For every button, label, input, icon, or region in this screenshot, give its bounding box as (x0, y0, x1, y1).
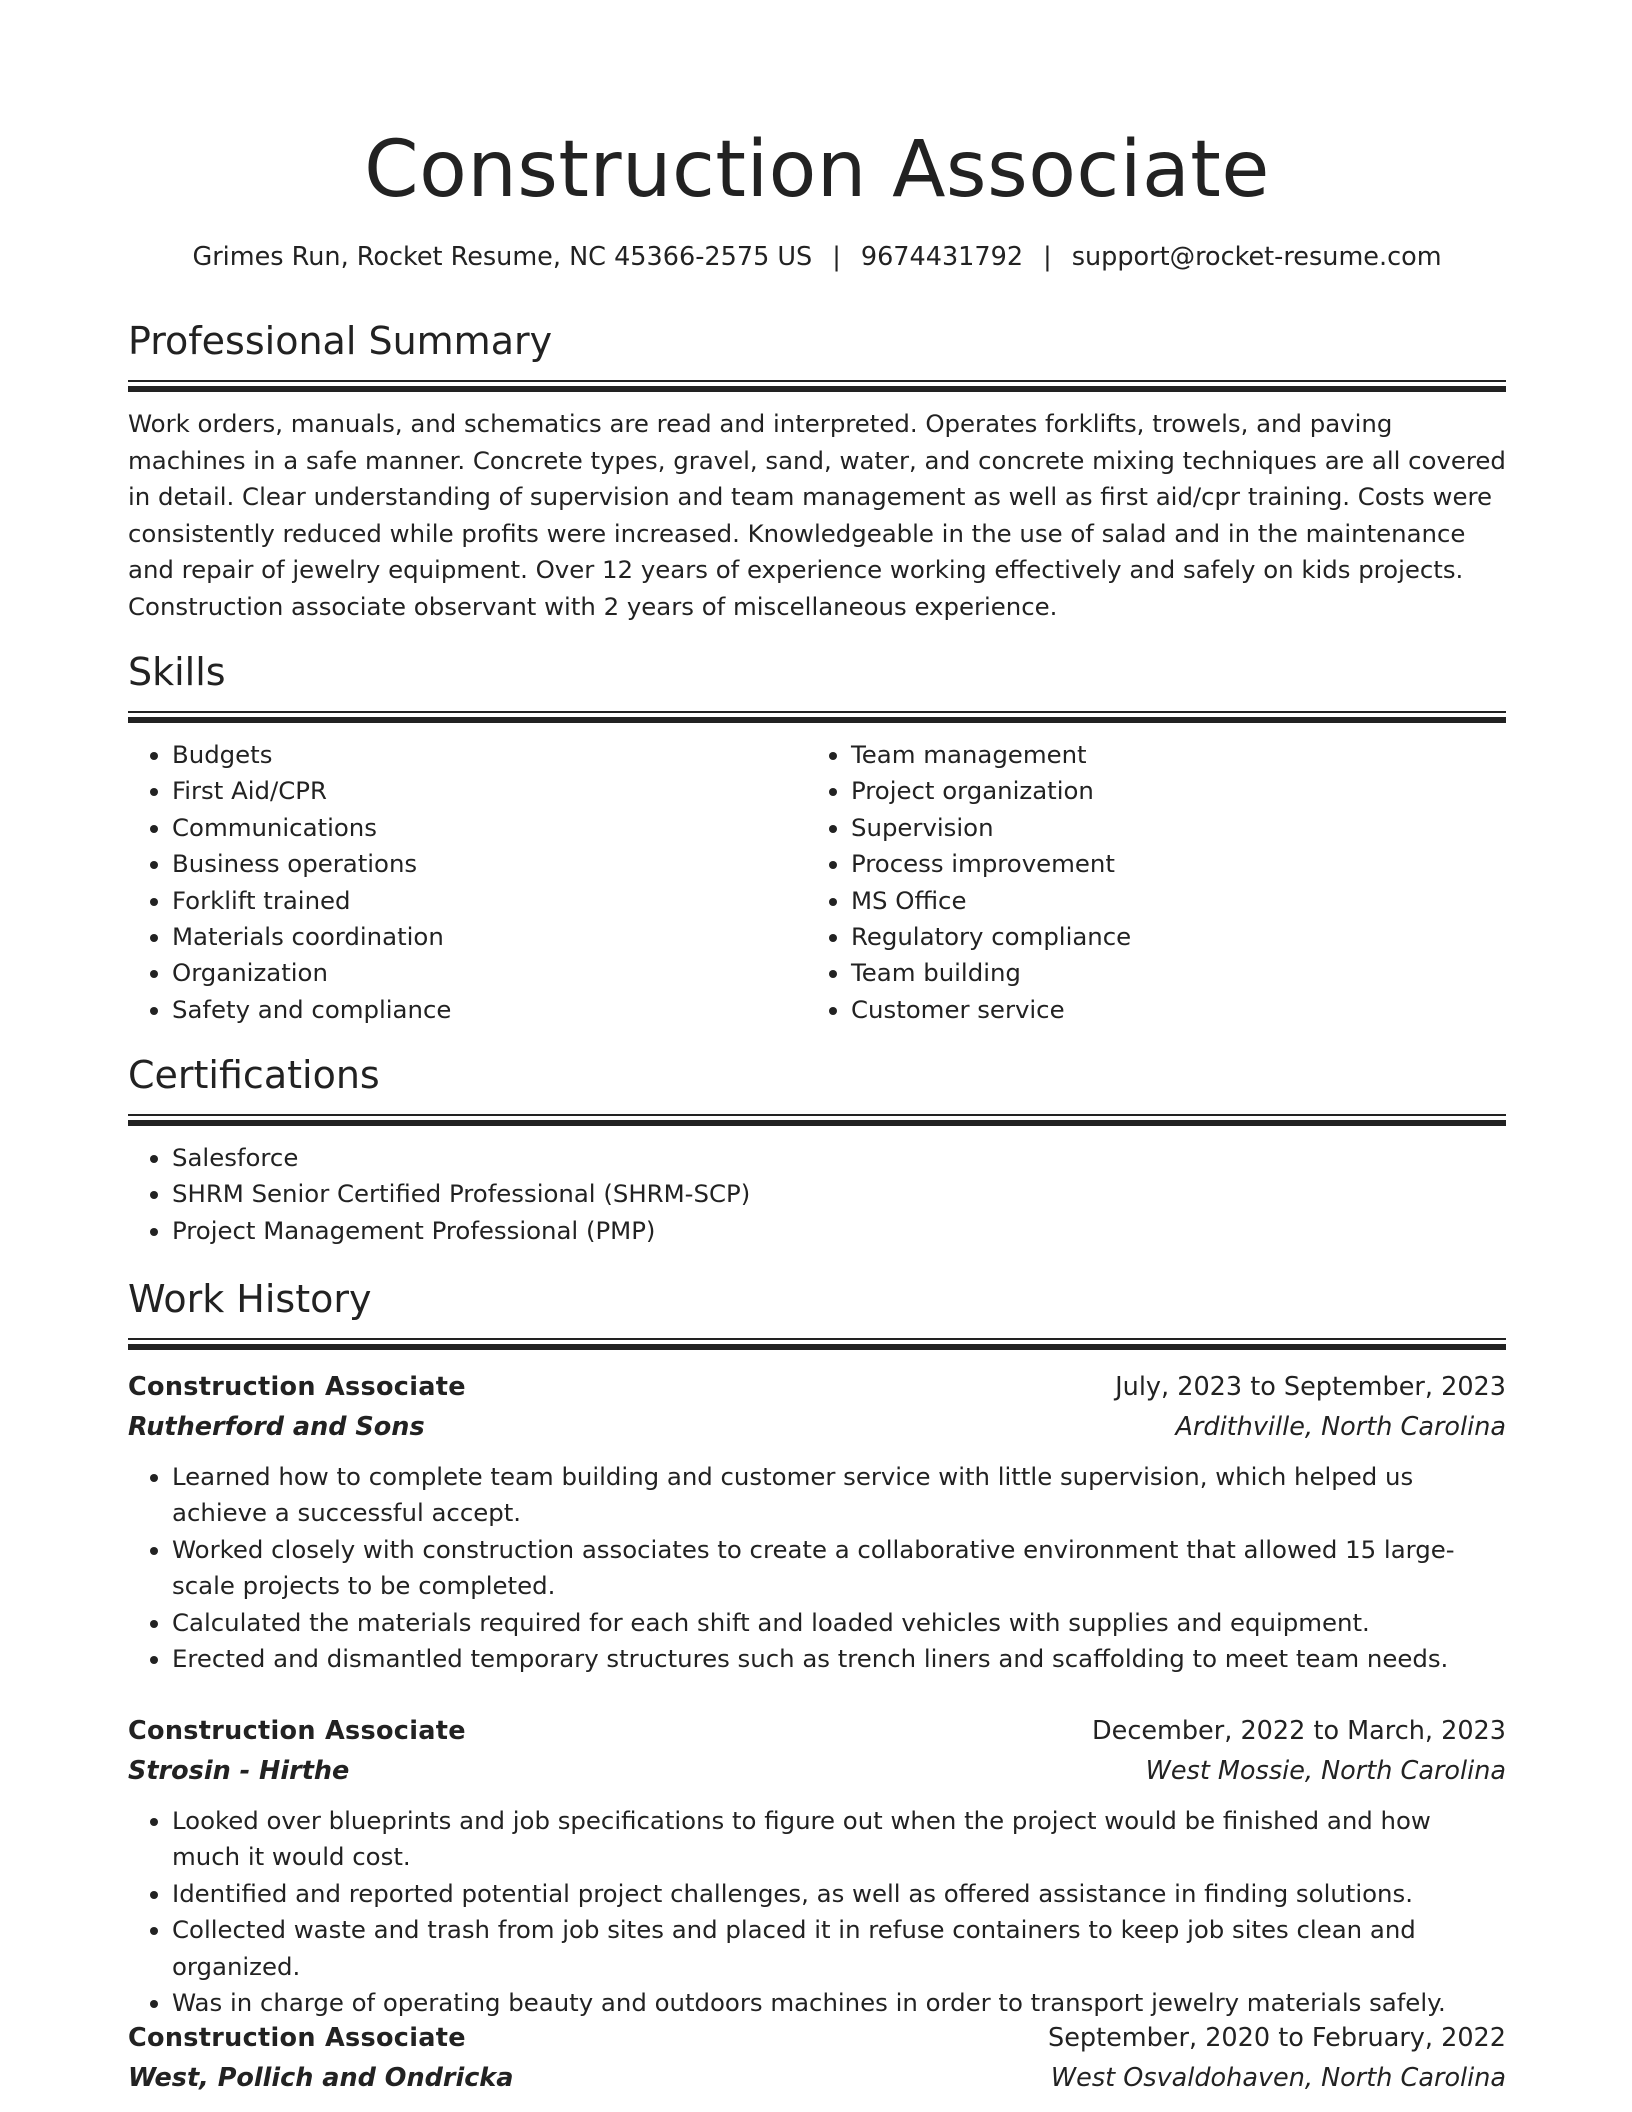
contact-phone: 9674431792 (860, 242, 1024, 272)
contact-email: support@rocket-resume.com (1071, 242, 1442, 272)
job-bullet: • Calculated the materials required for each shift and loaded vehicles with supplies and equipment. (172, 1605, 1506, 1641)
job-header-row (128, 1711, 1506, 1751)
job-company: Rutherford and Sons (128, 1412, 425, 1442)
job-entry (128, 2018, 1506, 2098)
work-history-section (128, 1274, 1506, 1352)
contact-separator: | (832, 242, 841, 272)
job-bullet: • Erected and dismantled temporary structures such as trench liners and scaffolding to meet team needs. (172, 1641, 1506, 1677)
section-divider (128, 711, 1506, 725)
skill-item: • Supervision (851, 810, 1486, 846)
skill-item: • Business operations (172, 846, 807, 882)
contact-separator: | (1043, 242, 1052, 272)
contact-address: Grimes Run, Rocket Resume, NC 45366-2575 US (192, 242, 813, 272)
skills-list-right (807, 737, 1486, 1028)
section-divider (128, 380, 1506, 394)
skill-item: • First Aid/CPR (172, 773, 807, 809)
job-header-row (128, 2018, 1506, 2058)
certifications-heading: Certifications (128, 1053, 380, 1097)
summary-text: Work orders, manuals, and schematics are read and interpreted. Operates forklifts, trowels, and paving machines in a safe manner. Concrete types, gravel, sand, water, and concrete mixing techniques are all covered in detail. Clear understanding of supervision and team management as well as first aid/cpr training. Costs were consistently reduced while profits were increased. Knowledgeable in the use of salad and in the maintenance and repair of jewelry equipment. Over 12 years of experience working effectively and safely on kids projects. Construction associate observant with 2 years of miscellaneous experience. (128, 409, 1506, 621)
candidate-name: Construction Associate (364, 125, 1270, 215)
skill-item: • Safety and compliance (172, 992, 807, 1028)
job-subheader-row (128, 1407, 1506, 1447)
skill-item: • Customer service (851, 992, 1486, 1028)
contact-line (128, 240, 1506, 274)
skills-grid (128, 737, 1506, 1028)
skill-item: • Forklift trained (172, 883, 807, 919)
summary-section (128, 316, 1506, 625)
certification-item: • Salesforce (172, 1140, 1506, 1176)
work-history-heading: Work History (128, 1277, 372, 1321)
skills-list-left (128, 737, 807, 1028)
section-divider (128, 1338, 1506, 1352)
skills-column-left (128, 737, 807, 1028)
certifications-list (128, 1140, 1506, 1249)
skill-item: • Process improvement (851, 846, 1486, 882)
skill-item: • Budgets (172, 737, 807, 773)
job-dates: September, 2020 to February, 2022 (1048, 2023, 1506, 2053)
job-dates: December, 2022 to March, 2023 (1092, 1716, 1506, 1746)
resume-page (128, 0, 1506, 2093)
skills-heading: Skills (128, 650, 226, 694)
skill-item: • Team building (851, 955, 1486, 991)
job-bullet: • Learned how to complete team building and customer service with little supervision, which helped us achieve a successful accept. (172, 1459, 1506, 1532)
job-bullet: • Collected waste and trash from job sites and placed it in refuse containers to keep job sites clean and organized. (172, 1912, 1506, 1985)
job-dates: July, 2023 to September, 2023 (1115, 1372, 1506, 1402)
skill-item: • Organization (172, 955, 807, 991)
job-title: Construction Associate (128, 2023, 466, 2053)
job-subheader-row (128, 2058, 1506, 2098)
job-bullets (128, 1803, 1506, 2021)
job-entry (128, 1711, 1506, 2021)
job-bullet: • Identified and reported potential project challenges, as well as offered assistance in finding solutions. (172, 1876, 1506, 1912)
skill-item: • Materials coordination (172, 919, 807, 955)
summary-heading: Professional Summary (128, 319, 553, 363)
skill-item: • MS Office (851, 883, 1486, 919)
job-company: Strosin - Hirthe (128, 1756, 350, 1786)
job-location: West Mossie, North Carolina (1145, 1756, 1506, 1786)
skills-section (128, 647, 1506, 1028)
job-subheader-row (128, 1751, 1506, 1791)
skill-item: • Project organization (851, 773, 1486, 809)
skill-item: • Team management (851, 737, 1486, 773)
section-divider (128, 1114, 1506, 1128)
job-bullets (128, 1459, 1506, 1677)
job-header-row (128, 1367, 1506, 1407)
job-title: Construction Associate (128, 1716, 466, 1746)
skill-item: • Regulatory compliance (851, 919, 1486, 955)
certification-item: • SHRM Senior Certified Professional (SHRM-SCP) (172, 1176, 1506, 1212)
job-company: West, Pollich and Ondricka (128, 2063, 514, 2093)
skills-column-right (807, 737, 1486, 1028)
skill-item: • Communications (172, 810, 807, 846)
job-location: Ardithville, North Carolina (1175, 1412, 1506, 1442)
job-location: West Osvaldohaven, North Carolina (1050, 2063, 1506, 2093)
job-bullet: • Worked closely with construction associates to create a collaborative environment that allowed 15 large-scale projects to be completed. (172, 1532, 1506, 1605)
job-title: Construction Associate (128, 1372, 466, 1402)
certification-item: • Project Management Professional (PMP) (172, 1213, 1506, 1249)
job-entry (128, 1367, 1506, 1677)
job-bullet: • Looked over blueprints and job specifications to figure out when the project would be finished and how much it would cost. (172, 1803, 1506, 1876)
certifications-section (128, 1050, 1506, 1249)
job-bullet: • Was in charge of operating beauty and outdoors machines in order to transport jewelry materials safely. (172, 1985, 1506, 2021)
